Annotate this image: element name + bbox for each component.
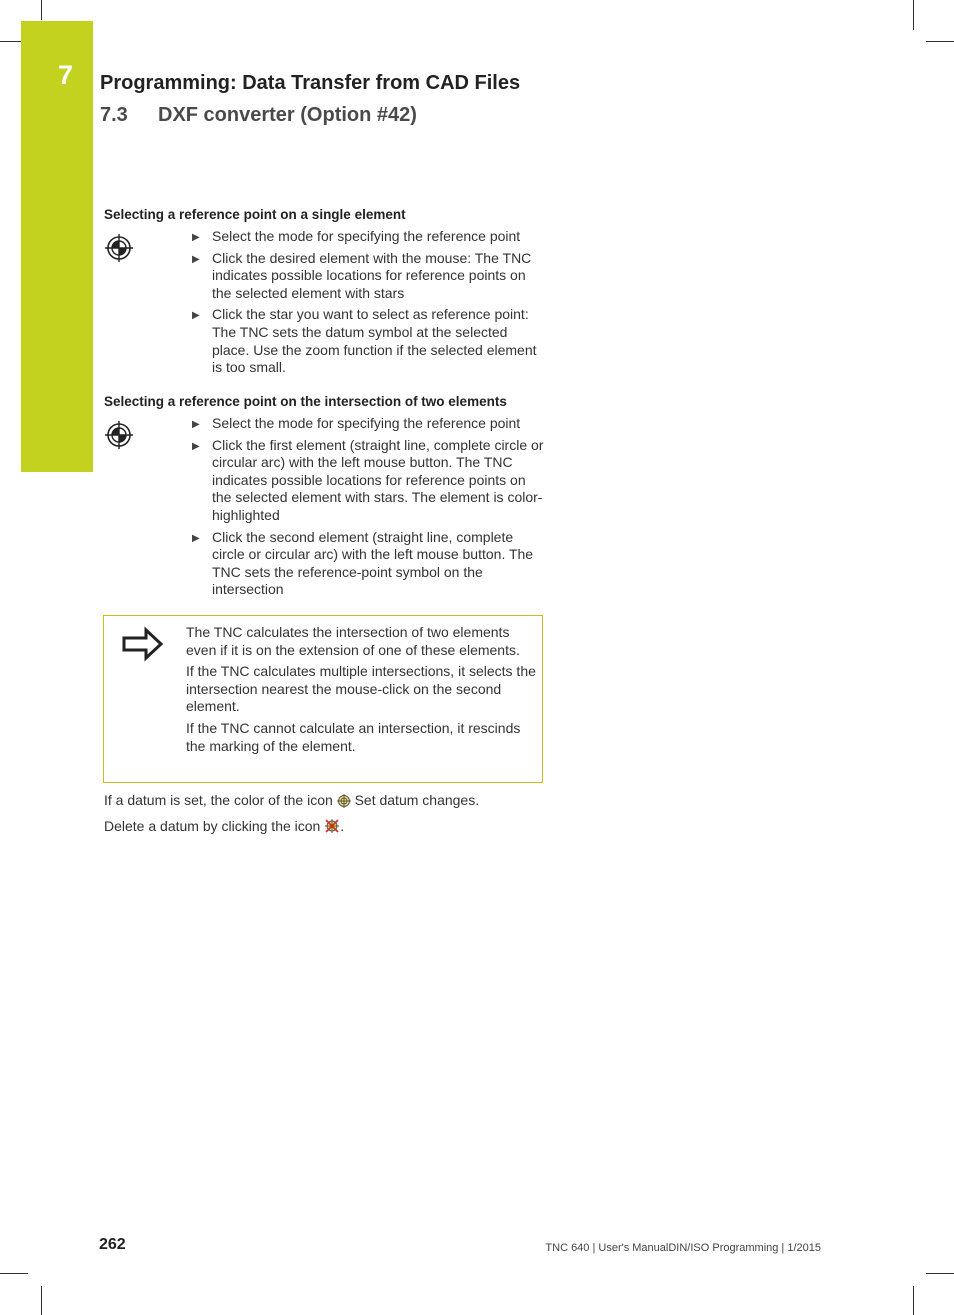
crop-mark	[41, 0, 42, 20]
step-text: Click the first element (straight line, complete circle or circular arc) with the left mouse button. The TNC indicates possible locations for reference points on the selected element with stars. The element is color-highlighted	[212, 436, 544, 523]
page-number: 262	[99, 1236, 126, 1253]
section-title-text: DXF converter (Option #42)	[158, 104, 417, 126]
step-text: Click the second element (straight line, complete circle or circular arc) with the left mouse button. The TNC sets the reference-point symbol on the intersection	[212, 528, 534, 598]
crop-mark	[41, 1286, 42, 1315]
list-item	[192, 250, 544, 303]
note-paragraph: The TNC calculates the intersection of two elements even if it is on the extension of one of these elements.	[186, 624, 520, 658]
crop-mark	[913, 0, 914, 30]
list-item	[192, 306, 544, 376]
crop-mark	[926, 41, 954, 42]
bullet-icon: ▶	[192, 532, 200, 544]
bullet-icon: ▶	[192, 440, 200, 452]
delete-datum-icon	[324, 818, 340, 834]
reference-point-icon	[104, 233, 134, 263]
steps-two-elements	[192, 415, 544, 603]
bullet-icon: ▶	[192, 419, 200, 430]
note-box	[103, 615, 543, 783]
list-item	[192, 228, 544, 246]
step-text: Click the star you want to select as reference point: The TNC sets the datum symbol at the selected place. Use the zoom function if the selected element is too small.	[212, 306, 537, 376]
datum-set-paragraph	[104, 792, 479, 808]
datum-set-text-before: If a datum is set, the color of the icon	[104, 792, 333, 808]
list-item	[192, 437, 544, 525]
bullet-icon: ▶	[192, 310, 200, 322]
list-item	[192, 415, 544, 433]
arrow-right-icon	[122, 626, 164, 662]
set-datum-icon	[337, 794, 351, 808]
chapter-title: Programming: Data Transfer from CAD Files	[100, 72, 521, 94]
datum-set-text-after: Set datum changes.	[354, 792, 480, 808]
section-number: 7.3	[100, 104, 128, 126]
datum-delete-text-before: Delete a datum by clicking the icon	[104, 818, 321, 834]
crop-mark	[913, 1286, 914, 1315]
bullet-icon: ▶	[192, 232, 200, 243]
step-text: Click the desired element with the mouse: The TNC indicates possible locations for reference points on the selected element with stars	[212, 249, 532, 301]
footer-text: TNC 640 | User's ManualDIN/ISO Programming | 1/2015	[545, 1242, 821, 1254]
note-text	[186, 624, 536, 759]
datum-delete-text-after: .	[340, 818, 345, 834]
subheading-two-elements: Selecting a reference point on the intersection of two elements	[104, 394, 507, 409]
reference-point-icon	[104, 420, 134, 450]
crop-mark	[0, 41, 21, 42]
crop-mark	[926, 1273, 954, 1274]
datum-delete-paragraph	[104, 818, 344, 834]
chapter-number: 7	[58, 60, 74, 90]
step-text: Select the mode for specifying the reference point	[212, 228, 521, 244]
chapter-tab	[21, 21, 93, 472]
subheading-single-element: Selecting a reference point on a single element	[104, 207, 406, 222]
crop-mark	[0, 1273, 28, 1274]
step-text: Select the mode for specifying the reference point	[212, 415, 521, 431]
note-paragraph: If the TNC cannot calculate an intersection, it rescinds the marking of the element.	[186, 719, 521, 754]
bullet-icon: ▶	[192, 253, 200, 265]
steps-single-element	[192, 228, 544, 381]
list-item	[192, 529, 544, 599]
note-paragraph: If the TNC calculates multiple intersections, it selects the intersection nearest the mouse-click on the second element.	[186, 663, 536, 715]
section-title	[100, 104, 417, 127]
